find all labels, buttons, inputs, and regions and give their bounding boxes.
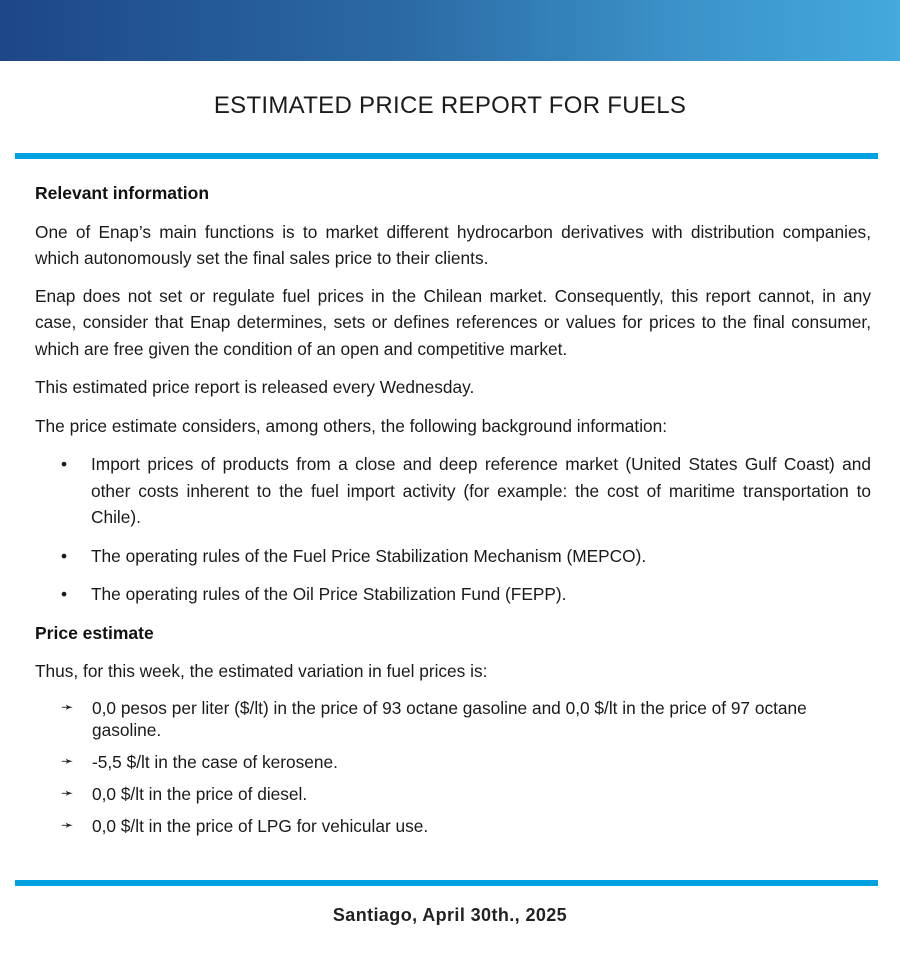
arrow-right-icon: ➛: [61, 698, 74, 716]
list-item: [35, 451, 871, 531]
bullet-icon: •: [61, 454, 68, 474]
header-banner: [0, 0, 900, 61]
list-item-text: The operating rules of the Fuel Price Stabilization Mechanism (MEPCO).: [91, 545, 647, 566]
price-estimate-heading: Price estimate: [35, 622, 154, 643]
paragraph-1: One of Enap’s main functions is to market different hydrocarbon derivatives with distribution companies, which autonomously set the final sales price to their clients.: [35, 221, 871, 268]
estimate-item-text: 0,0 $/lt in the price of LPG for vehicular use.: [92, 815, 429, 836]
paragraph-3: This estimated price report is released every Wednesday.: [35, 377, 475, 397]
estimate-item-text: 0,0 pesos per liter ($/lt) in the price of 93 octane gasoline and 0,0 $/lt in the price of 97 octane gasoline.: [92, 697, 807, 740]
background-list: [35, 451, 871, 608]
bottom-divider: [15, 880, 878, 886]
paragraph-4: The price estimate considers, among others, the following background information:: [35, 415, 668, 436]
page-title: ESTIMATED PRICE REPORT FOR FUELS: [213, 92, 687, 119]
list-item: [35, 543, 871, 570]
relevant-info-heading: Relevant information: [35, 183, 210, 203]
place-date: Santiago, April 30th., 2025: [332, 905, 568, 925]
estimate-item-text: -5,5 $/lt in the case of kerosene.: [92, 751, 338, 772]
estimate-intro: Thus, for this week, the estimated variation in fuel prices is:: [35, 661, 488, 681]
estimate-item: [35, 697, 815, 741]
bullet-icon: •: [61, 584, 68, 604]
estimate-list: [35, 697, 815, 837]
report-body: [35, 180, 871, 837]
list-item-text: The operating rules of the Oil Price Stabilization Fund (FEPP).: [91, 584, 567, 604]
estimate-item: [35, 783, 815, 805]
paragraph-2: Enap does not set or regulate fuel prices in the Chilean market. Consequently, this report cannot, in any case, consider that Enap determines, sets or defines references or values for prices to the final consumer, which are free given the condition of an open and competitive market.: [35, 285, 871, 359]
top-divider: [15, 153, 878, 159]
estimate-item: [35, 815, 815, 837]
list-item: [35, 581, 871, 608]
list-item-text: Import prices of products from a close and deep reference market (United States Gulf Coast) and other costs inherent to the fuel import activity (for example: the cost of maritime transportation to Chile).: [91, 454, 871, 527]
arrow-right-icon: ➛: [61, 752, 74, 770]
arrow-right-icon: ➛: [61, 816, 74, 834]
estimate-item: [35, 751, 815, 773]
arrow-right-icon: ➛: [61, 784, 74, 802]
bullet-icon: •: [61, 545, 68, 566]
estimate-item-text: 0,0 $/lt in the price of diesel.: [92, 783, 308, 804]
